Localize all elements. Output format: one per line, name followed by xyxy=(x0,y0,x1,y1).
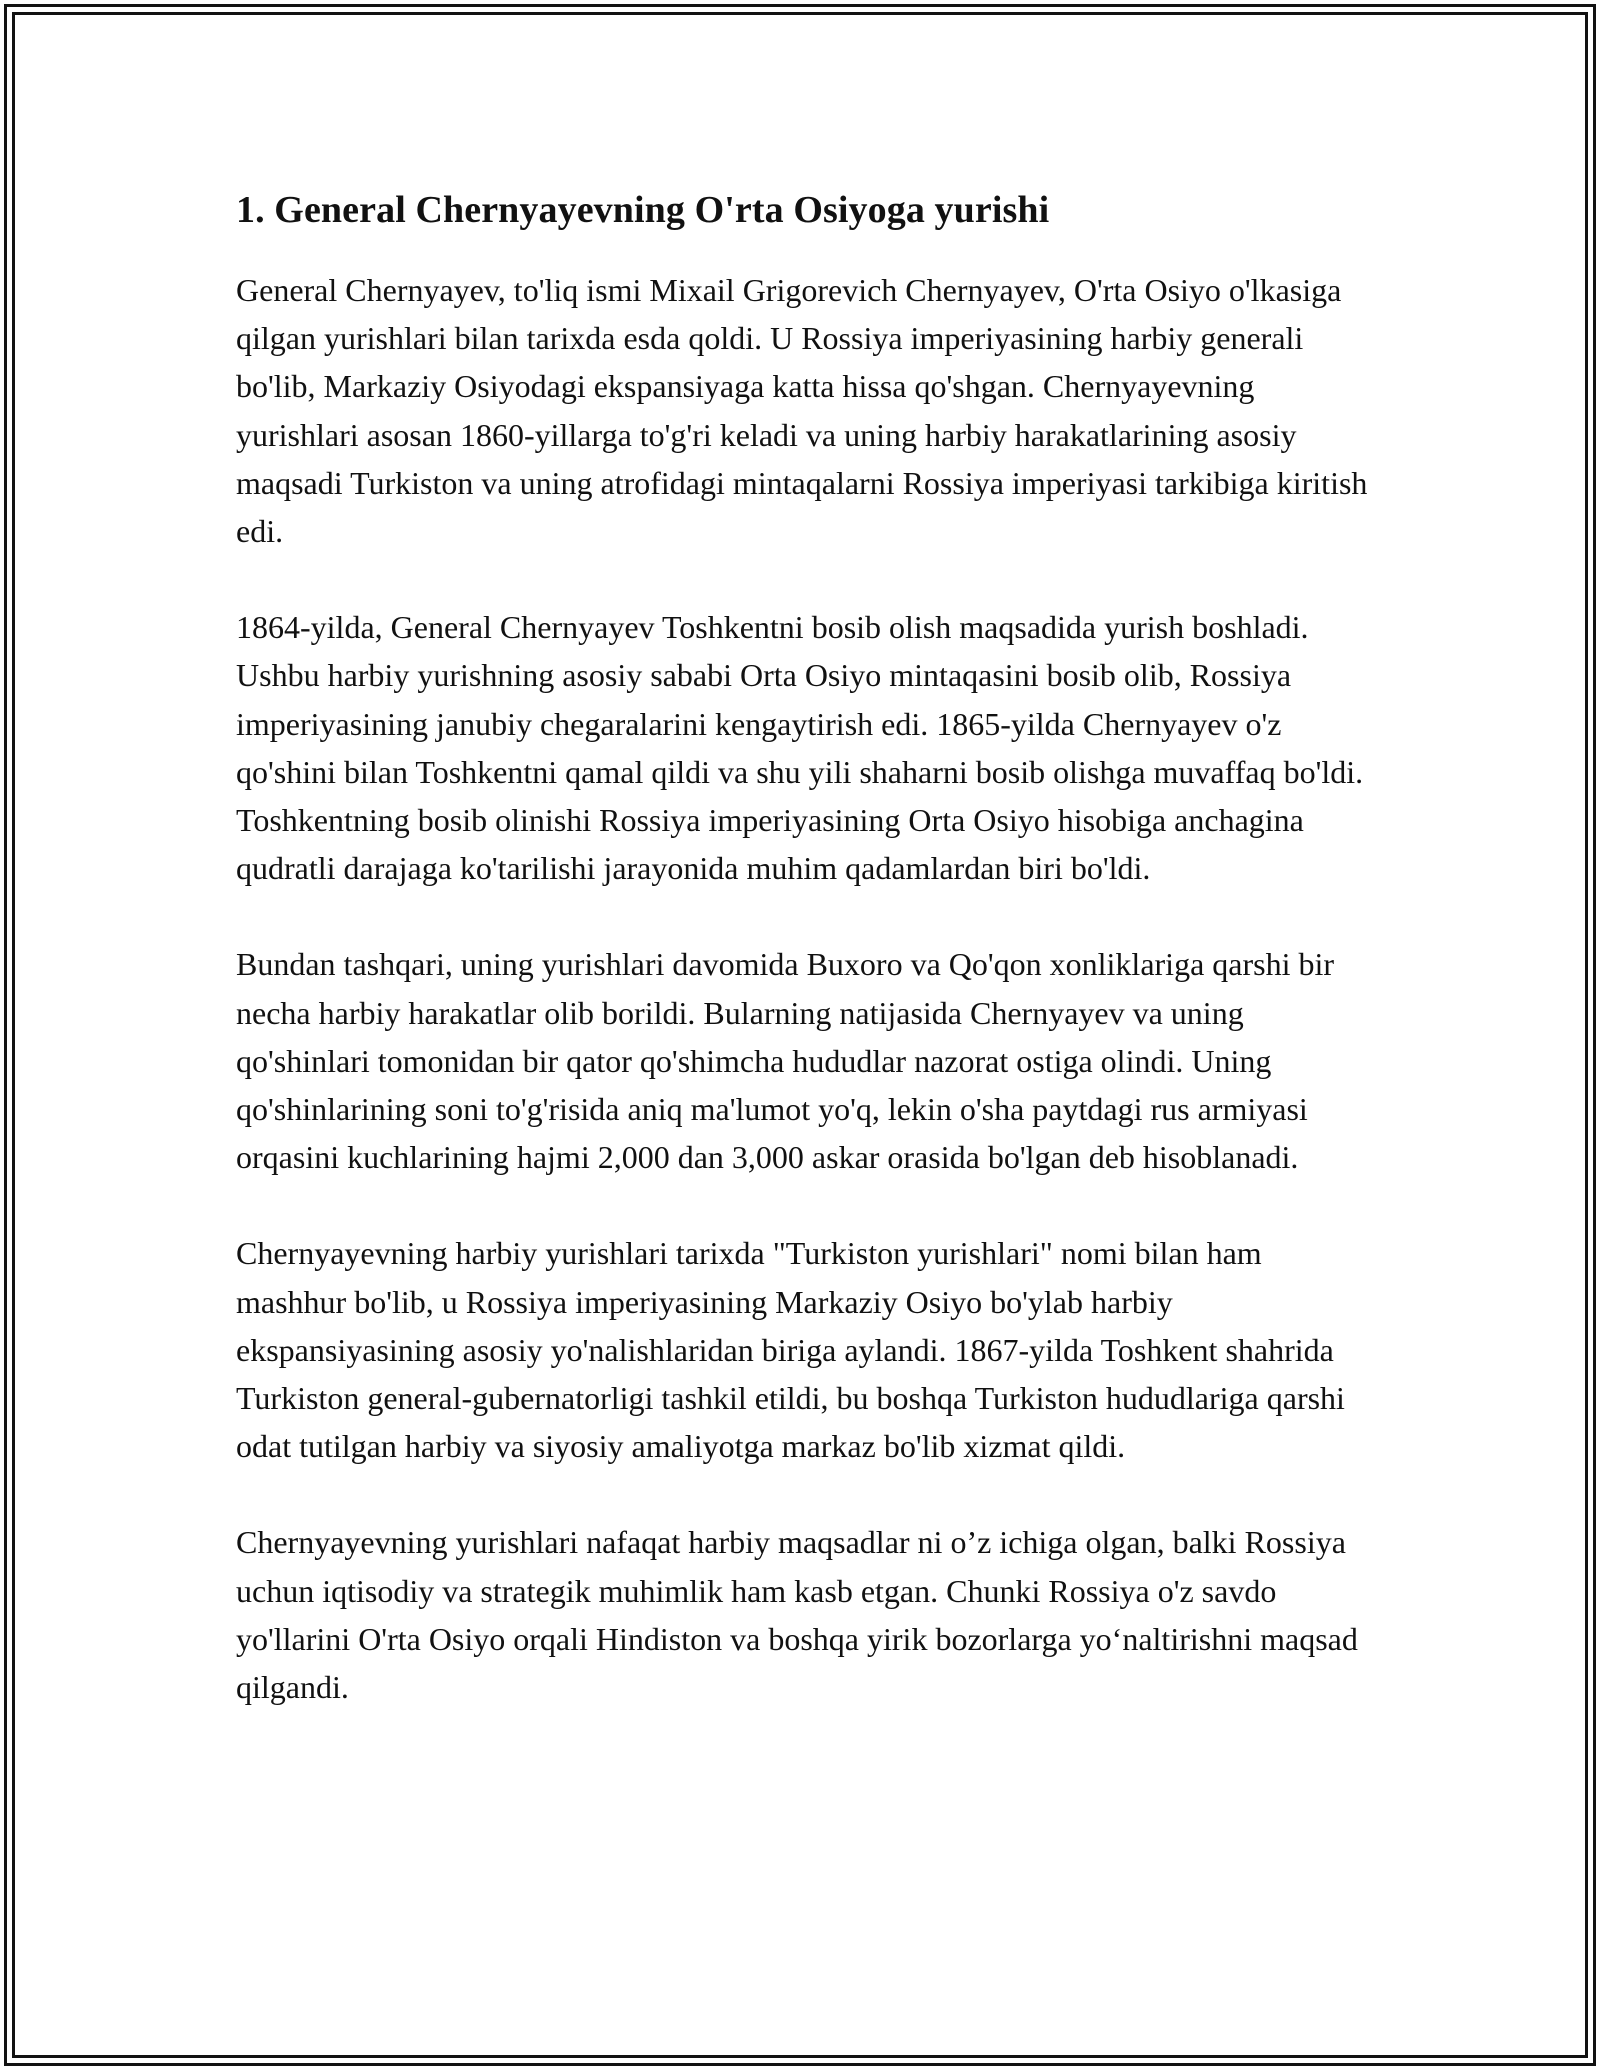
paragraph-3: Bundan tashqari, uning yurishlari davomida Buxoro va Qo'qon xonliklariga qarshi bir necha harbiy harakatlar olib borildi. Bularning natijasida Chernyayev va uning qo'shinlari tomonidan bir qator qo'shimcha hududlar nazorat ostiga olindi. Uning qo'shinlarining soni to'g'risida aniq ma'lumot yo'q, lekin o'sha paytdagi rus armiyasi orqasini kuchlarining hajmi 2,000 dan 3,000 askar orasida bo'lgan deb hisoblanadi. xyxy=(236,946,1335,1176)
paragraph-2: 1864-yilda, General Chernyayev Toshkentni bosib olish maqsadida yurish boshladi. Ushbu harbiy yurishning asosiy sababi Orta Osiyo mintaqasini bosib olib, Rossiya imperiyasining janubiy chegaralarini kengaytirish edi. 1865-yilda Chernyayev o'z qo'shini bilan Toshkentni qamal qildi va shu yili shaharni bosib olishga muvaffaq bo'ldi. Toshkentning bosib olinishi Rossiya imperiyasining Orta Osiyo hisobiga anchagina qudratli darajaga ko'tarilishi jarayonida muhim qadamlardan biri bo'ldi. xyxy=(236,609,1364,887)
page-title: 1. General Chernyayevning O'rta Osiyoga yurishi xyxy=(236,189,1050,231)
document-body xyxy=(236,186,1376,1759)
paragraph-5: Chernyayevning yurishlari nafaqat harbiy maqsadlar ni o’z ichiga olgan, balki Rossiya uchun iqtisodiy va strategik muhimlik ham kasb etgan. Chunki Rossiya o'z savdo yo'llarini O'rta Osiyo orqali Hindiston va boshqa yirik bozorlarga yo‘naltirishni maqsad qilgandi. xyxy=(236,1524,1358,1706)
paragraph-4: Chernyayevning harbiy yurishlari tarixda "Turkiston yurishlari" nomi bilan ham mashhur bo'lib, u Rossiya imperiyasining Markaziy Osiyo bo'ylab harbiy ekspansiyasining asosiy yo'nalishlaridan biriga aylandi. 1867-yilda Toshkent shahrida Turkiston general-gubernatorligi tashkil etildi, bu boshqa Turkiston hududlariga qarshi odat tutilgan harbiy va siyosiy amaliyotga markaz bo'lib xizmat qildi. xyxy=(236,1235,1345,1465)
paragraph-1: General Chernyayev, to'liq ismi Mixail Grigorevich Chernyayev, O'rta Osiyo o'lkasiga qilgan yurishlari bilan tarixda esda qoldi. U Rossiya imperiyasining harbiy generali bo'lib, Markaziy Osiyodagi ekspansiyaga katta hissa qo'shgan. Chernyayevning yurishlari asosan 1860-yillarga to'g'ri keladi va uning harbiy harakatlarining asosiy maqsadi Turkiston va uning atrofidagi mintaqalarni Rossiya imperiyasi tarkibiga kiritish edi. xyxy=(236,272,1368,550)
